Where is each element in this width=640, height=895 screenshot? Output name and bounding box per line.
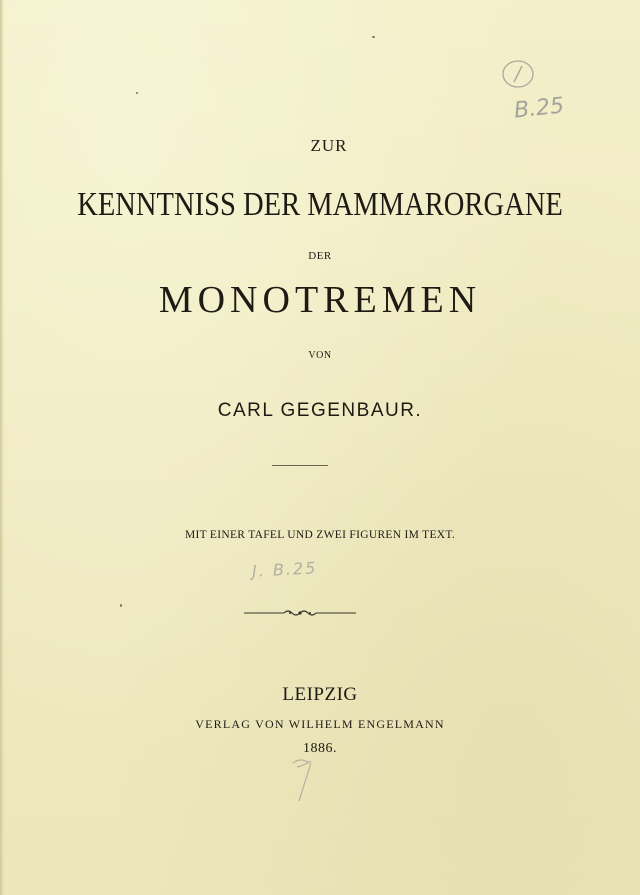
publication-year: 1886. <box>303 741 337 756</box>
publisher: VERLAG VON WILHELM ENGELMANN <box>195 717 445 731</box>
pencil-circle-mark <box>498 56 538 96</box>
ornamental-divider <box>244 607 356 619</box>
subtitle: MIT EINER TAFEL UND ZWEI FIGUREN IM TEXT. <box>184 529 456 541</box>
publication-city: LEIPZIG <box>282 684 358 705</box>
divider-rule <box>272 465 328 466</box>
title-connector: DER <box>308 250 332 262</box>
title-line-1: KENNTNISS DER MAMMARORGANE <box>77 186 563 223</box>
author-preposition: VON <box>308 350 332 361</box>
paper-speck <box>372 36 375 38</box>
page-edge-shadow <box>0 0 4 895</box>
pencil-scribble-mark <box>285 755 319 805</box>
paper-speck <box>120 604 122 607</box>
title-line-2: MONOTREMEN <box>158 279 482 321</box>
pencil-shelfmark: B.25 <box>512 93 566 124</box>
title-preposition: ZUR <box>310 136 348 155</box>
paper-speck <box>136 92 138 94</box>
pencil-shelfmark-middle: J. B.25 <box>251 558 318 581</box>
author-name: CARL GEGENBAUR. <box>217 400 423 421</box>
